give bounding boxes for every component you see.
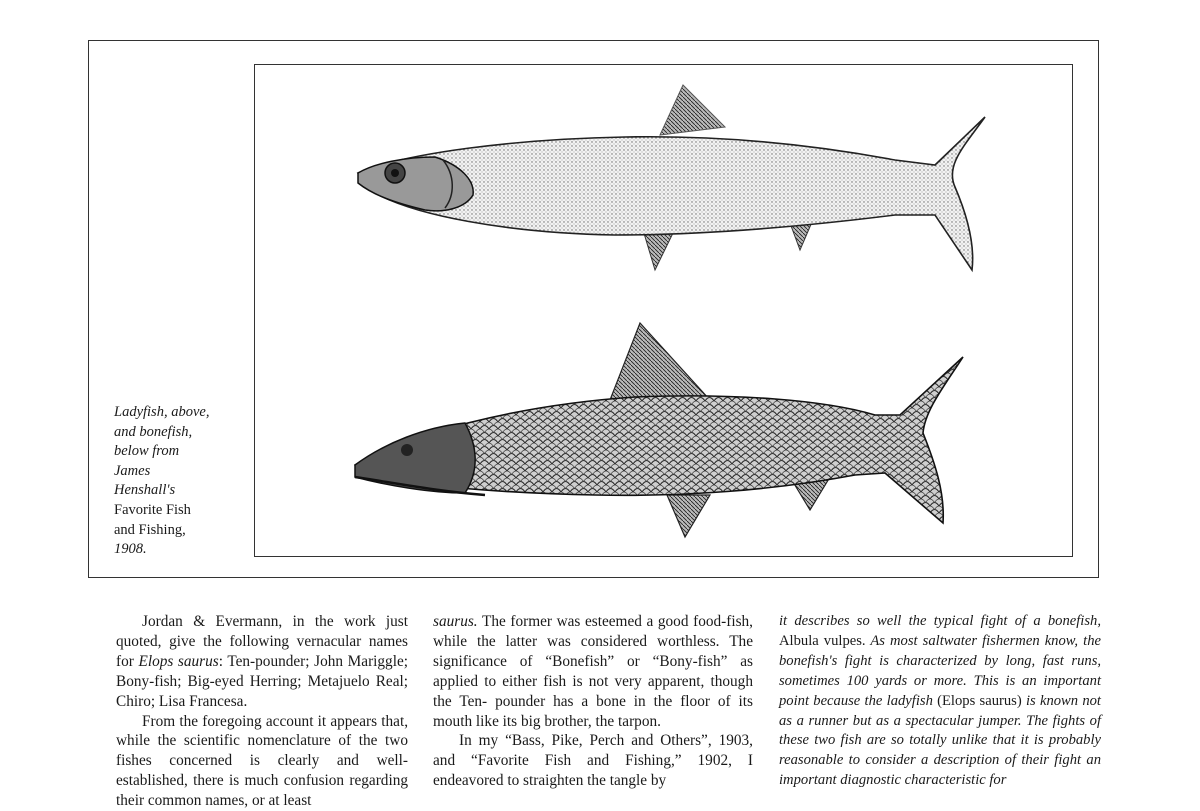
text-line: Jordan & Evermann, in the work just <box>142 613 408 630</box>
text-line: long, fast runs, sometimes 100 yards or more. <box>779 652 1102 689</box>
fish-engraving <box>255 65 1071 555</box>
quoted-paragraph <box>779 612 1101 791</box>
text-line: This is an important point because the ladyfish <box>779 672 1101 709</box>
text-line: pounder has a bone in the floor of its <box>495 692 753 710</box>
text-line: reasonable to consider a description of their <box>779 752 1049 769</box>
text-line: as a spectacular jumper. The fights of these two <box>779 712 1101 749</box>
text-line: : Ten-pounder; John <box>218 652 344 670</box>
text-column-3 <box>779 612 1101 791</box>
fish-illustration-plate <box>254 64 1073 557</box>
text-line: mouth like its big brother, the tarpon. <box>433 712 661 730</box>
bonefish-drawing <box>355 323 963 537</box>
text-line: worthless. The significance of “Bonefish” <box>433 632 753 670</box>
text-line: the two fishes concerned is clearly and <box>116 732 408 770</box>
text-line: quoted, give the following vernacular <box>116 632 362 650</box>
paragraph <box>433 731 753 791</box>
caption-line: Henshall's <box>114 482 176 499</box>
text-line: fight an important diagnostic characteristic for <box>779 752 1102 789</box>
text-line: In my “Bass, Pike, Perch and Others”, <box>459 732 712 750</box>
species-name: Elops saurus <box>138 652 219 670</box>
text-line: Mariggle; Bony-fish; Big-eyed Herring; <box>116 652 408 690</box>
text-line: As most saltwater fishermen <box>865 632 1040 649</box>
caption-book-title: and Fishing, <box>114 521 186 538</box>
species-name: saurus. <box>433 613 478 630</box>
text-line: Metajuelo Real; Chiro; Lisa Francesa. <box>116 672 408 710</box>
paragraph <box>116 712 408 811</box>
caption-line: and bonefish, <box>114 423 193 440</box>
ladyfish-drawing <box>358 85 985 270</box>
text-line: food-fish, while the latter was considered <box>433 613 753 650</box>
caption-line: James <box>114 462 151 479</box>
text-line: 1903, and “Favorite Fish and Fishing,” 1902, <box>433 732 753 770</box>
paragraph <box>116 612 408 712</box>
text-line: well-established, there is much confusion <box>116 752 408 790</box>
figure-caption <box>114 403 234 560</box>
text-line: or “Bony-fish” as applied to either fish is <box>433 652 753 690</box>
text-line: that, while the scientific nomenclature of <box>116 712 409 750</box>
paragraph <box>433 612 753 731</box>
caption-line: below from <box>114 443 180 460</box>
species-name: Albula vulpes. <box>779 632 866 649</box>
text-line: From the foregoing account it appears <box>142 712 378 730</box>
text-line: not very apparent, though the Ten- <box>433 672 753 710</box>
caption-line: Ladyfish, above, <box>114 404 210 420</box>
text-column-1 <box>116 612 408 811</box>
text-line: names for <box>116 632 408 670</box>
text-line: I endeavored to straighten the tangle by <box>433 752 754 790</box>
text-line: is known not as a runner but <box>779 692 1101 729</box>
text-line: regarding their common names, or at least <box>116 772 408 810</box>
text-column-2 <box>433 612 753 791</box>
text-line: fish are so totally unlike that it is probably <box>840 732 1101 749</box>
text-line: The former was esteemed a good <box>477 613 689 630</box>
caption-book-title: Favorite Fish <box>114 501 191 518</box>
species-name: (Elops saurus) <box>937 692 1022 709</box>
text-line: know, the bonefish's fight is characterized by <box>779 632 1101 669</box>
caption-year: 1908. <box>114 541 147 558</box>
text-line: it describes so well the typical fight of a bonefish, <box>779 613 1101 629</box>
